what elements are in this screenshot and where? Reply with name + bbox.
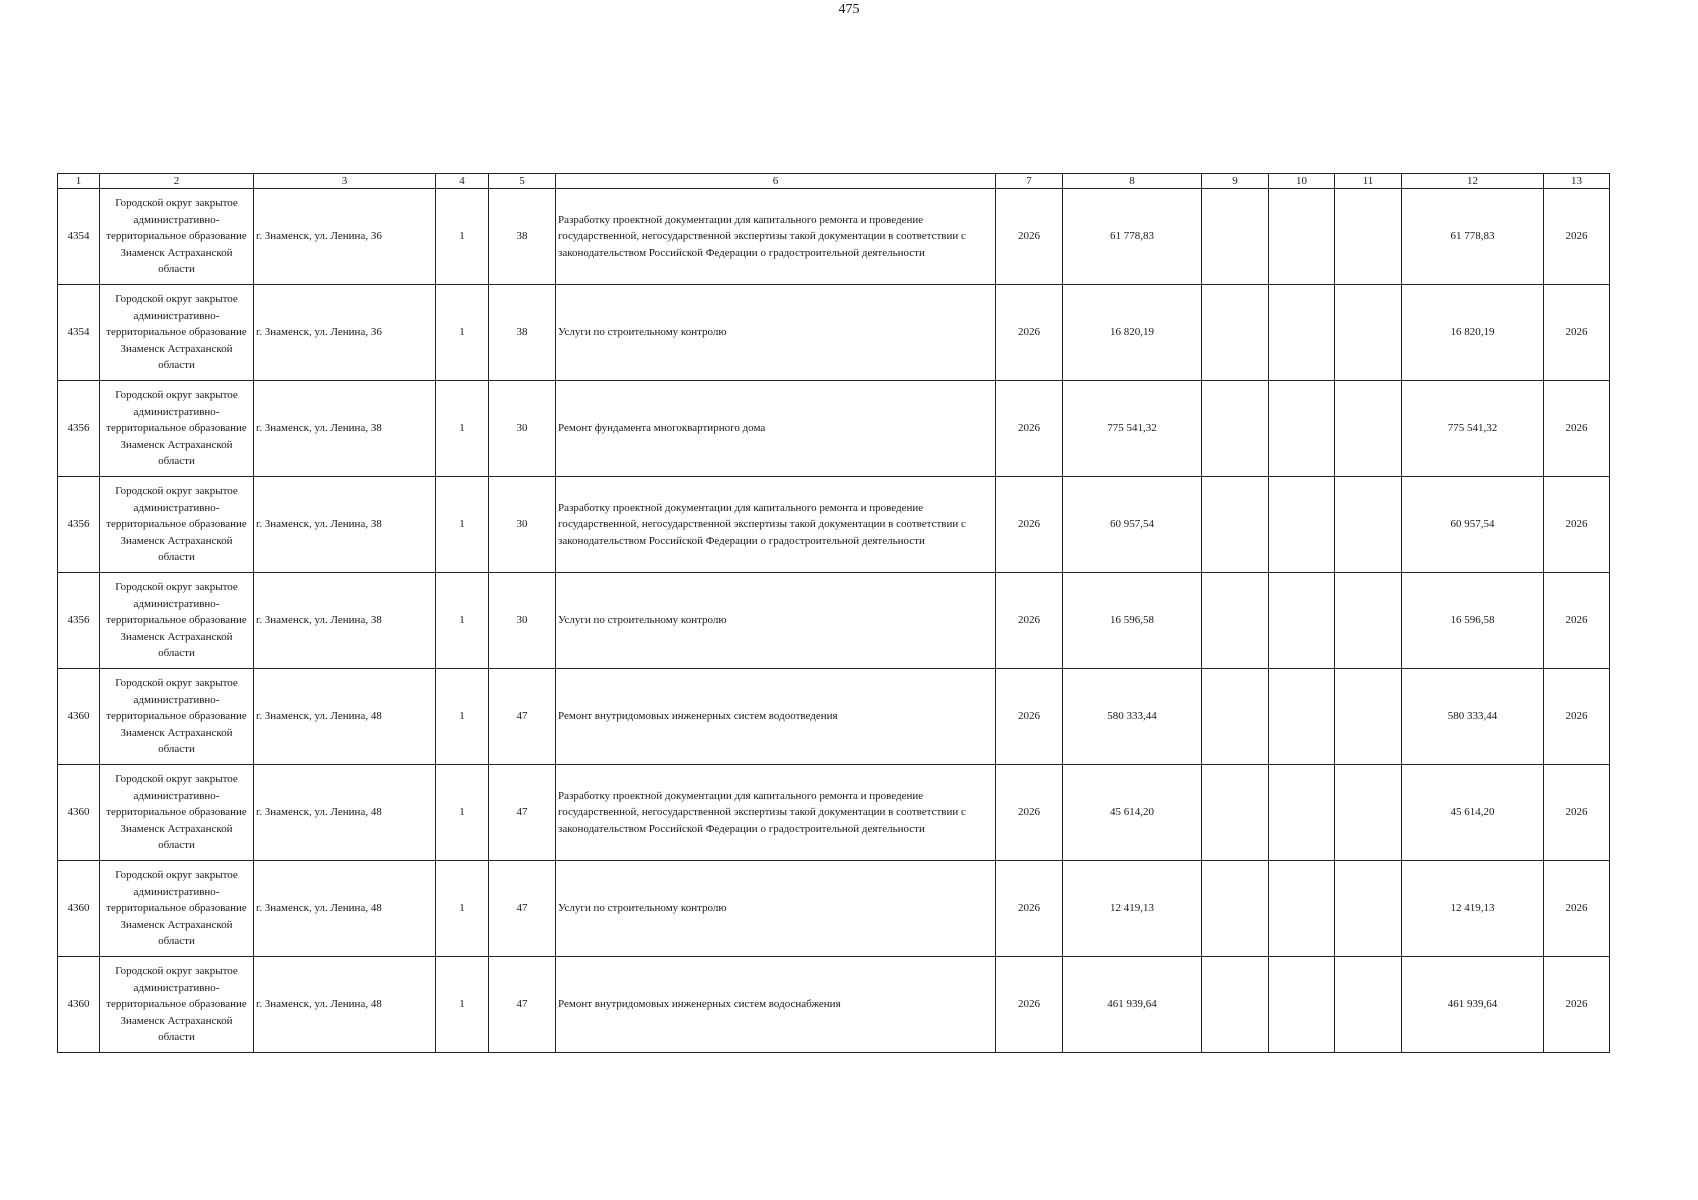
cell-c12: 61 778,83 (1402, 189, 1544, 285)
cell-c10 (1269, 957, 1335, 1053)
cell-c11 (1335, 765, 1402, 861)
cell-c4: 1 (436, 477, 489, 573)
cell-c10 (1269, 477, 1335, 573)
cell-year: 2026 (996, 861, 1063, 957)
cell-c5: 30 (489, 381, 556, 477)
cell-c10 (1269, 285, 1335, 381)
cell-c9 (1202, 957, 1269, 1053)
cell-address: г. Знаменск, ул. Ленина, 48 (254, 861, 436, 957)
cell-c5: 47 (489, 957, 556, 1053)
cell-id: 4354 (58, 285, 100, 381)
cell-municipality: Городской округ закрытое административно-территориальное образование Знаменск Астраханской области (100, 765, 254, 861)
cell-address: г. Знаменск, ул. Ленина, 38 (254, 381, 436, 477)
cell-year: 2026 (996, 765, 1063, 861)
cell-c5: 30 (489, 477, 556, 573)
cell-address: г. Знаменск, ул. Ленина, 36 (254, 189, 436, 285)
cell-work-type: Разработку проектной документации для капитального ремонта и проведение государственной, негосударственной экспертизы такой документации в соответствии с законодательством Российской Федерации о градостроительной деятельности (556, 189, 996, 285)
cell-c13: 2026 (1544, 765, 1610, 861)
cell-address: г. Знаменск, ул. Ленина, 38 (254, 477, 436, 573)
cell-c5: 47 (489, 861, 556, 957)
column-header: 10 (1269, 174, 1335, 189)
cell-c9 (1202, 765, 1269, 861)
column-header: 6 (556, 174, 996, 189)
column-header: 13 (1544, 174, 1610, 189)
column-header: 12 (1402, 174, 1544, 189)
cell-c5: 47 (489, 669, 556, 765)
table-header (58, 174, 1610, 189)
cell-c9 (1202, 285, 1269, 381)
cell-c12: 12 419,13 (1402, 861, 1544, 957)
cell-c10 (1269, 189, 1335, 285)
cell-total: 45 614,20 (1063, 765, 1202, 861)
cell-work-type: Ремонт внутридомовых инженерных систем водоснабжения (556, 957, 996, 1053)
cell-c4: 1 (436, 381, 489, 477)
cell-c10 (1269, 381, 1335, 477)
cell-address: г. Знаменск, ул. Ленина, 48 (254, 669, 436, 765)
column-header: 9 (1202, 174, 1269, 189)
table-row (58, 477, 1610, 573)
cell-total: 580 333,44 (1063, 669, 1202, 765)
cell-work-type: Услуги по строительному контролю (556, 573, 996, 669)
cell-c9 (1202, 861, 1269, 957)
cell-c10 (1269, 573, 1335, 669)
cell-c9 (1202, 381, 1269, 477)
cell-c4: 1 (436, 189, 489, 285)
column-header: 8 (1063, 174, 1202, 189)
cell-c9 (1202, 477, 1269, 573)
cell-municipality: Городской округ закрытое административно-территориальное образование Знаменск Астраханской области (100, 573, 254, 669)
cell-c12: 45 614,20 (1402, 765, 1544, 861)
cell-c11 (1335, 285, 1402, 381)
cell-c10 (1269, 669, 1335, 765)
cell-c12: 775 541,32 (1402, 381, 1544, 477)
table-row (58, 669, 1610, 765)
cell-c12: 580 333,44 (1402, 669, 1544, 765)
cell-id: 4356 (58, 477, 100, 573)
cell-work-type: Ремонт внутридомовых инженерных систем водоотведения (556, 669, 996, 765)
cell-c4: 1 (436, 285, 489, 381)
cell-c4: 1 (436, 573, 489, 669)
column-header: 2 (100, 174, 254, 189)
cell-c9 (1202, 573, 1269, 669)
cell-id: 4356 (58, 573, 100, 669)
table-row (58, 957, 1610, 1053)
cell-municipality: Городской округ закрытое административно-территориальное образование Знаменск Астраханской области (100, 285, 254, 381)
column-header: 1 (58, 174, 100, 189)
cell-id: 4360 (58, 669, 100, 765)
cell-municipality: Городской округ закрытое административно-территориальное образование Знаменск Астраханской области (100, 669, 254, 765)
cell-c4: 1 (436, 861, 489, 957)
table-row (58, 861, 1610, 957)
cell-total: 461 939,64 (1063, 957, 1202, 1053)
cell-municipality: Городской округ закрытое административно-территориальное образование Знаменск Астраханской области (100, 861, 254, 957)
column-header: 5 (489, 174, 556, 189)
cell-c9 (1202, 669, 1269, 765)
cell-id: 4360 (58, 861, 100, 957)
cell-c10 (1269, 765, 1335, 861)
cell-municipality: Городской округ закрытое административно-территориальное образование Знаменск Астраханской области (100, 957, 254, 1053)
cell-c5: 30 (489, 573, 556, 669)
cell-work-type: Услуги по строительному контролю (556, 285, 996, 381)
cell-c11 (1335, 669, 1402, 765)
cell-c12: 16 596,58 (1402, 573, 1544, 669)
cell-total: 16 820,19 (1063, 285, 1202, 381)
cell-c9 (1202, 189, 1269, 285)
cell-year: 2026 (996, 957, 1063, 1053)
cell-year: 2026 (996, 381, 1063, 477)
cell-c13: 2026 (1544, 189, 1610, 285)
cell-c12: 60 957,54 (1402, 477, 1544, 573)
cell-work-type: Ремонт фундамента многоквартирного дома (556, 381, 996, 477)
cell-c11 (1335, 381, 1402, 477)
cell-address: г. Знаменск, ул. Ленина, 36 (254, 285, 436, 381)
cell-c4: 1 (436, 669, 489, 765)
column-header: 3 (254, 174, 436, 189)
cell-total: 16 596,58 (1063, 573, 1202, 669)
cell-address: г. Знаменск, ул. Ленина, 38 (254, 573, 436, 669)
cell-c11 (1335, 477, 1402, 573)
cell-c13: 2026 (1544, 861, 1610, 957)
cell-c4: 1 (436, 765, 489, 861)
table-row (58, 285, 1610, 381)
cell-work-type: Разработку проектной документации для капитального ремонта и проведение государственной, негосударственной экспертизы такой документации в соответствии с законодательством Российской Федерации о градостроительной деятельности (556, 765, 996, 861)
cell-total: 60 957,54 (1063, 477, 1202, 573)
cell-c13: 2026 (1544, 957, 1610, 1053)
cell-c13: 2026 (1544, 285, 1610, 381)
cell-municipality: Городской округ закрытое административно-территориальное образование Знаменск Астраханской области (100, 381, 254, 477)
cell-c13: 2026 (1544, 573, 1610, 669)
table-row (58, 573, 1610, 669)
cell-c4: 1 (436, 957, 489, 1053)
table-row (58, 765, 1610, 861)
cell-id: 4356 (58, 381, 100, 477)
cell-c5: 38 (489, 189, 556, 285)
cell-c5: 47 (489, 765, 556, 861)
cell-total: 12 419,13 (1063, 861, 1202, 957)
cell-c13: 2026 (1544, 381, 1610, 477)
column-header: 4 (436, 174, 489, 189)
cell-c12: 16 820,19 (1402, 285, 1544, 381)
cell-work-type: Разработку проектной документации для капитального ремонта и проведение государственной, негосударственной экспертизы такой документации в соответствии с законодательством Российской Федерации о градостроительной деятельности (556, 477, 996, 573)
cell-total: 61 778,83 (1063, 189, 1202, 285)
table-row (58, 381, 1610, 477)
column-header: 7 (996, 174, 1063, 189)
cell-address: г. Знаменск, ул. Ленина, 48 (254, 957, 436, 1053)
cell-municipality: Городской округ закрытое административно-территориальное образование Знаменск Астраханской области (100, 189, 254, 285)
cell-c11 (1335, 861, 1402, 957)
column-header: 11 (1335, 174, 1402, 189)
cell-id: 4360 (58, 957, 100, 1053)
cell-year: 2026 (996, 285, 1063, 381)
cell-c11 (1335, 573, 1402, 669)
cell-year: 2026 (996, 477, 1063, 573)
table-row (58, 189, 1610, 285)
cell-c12: 461 939,64 (1402, 957, 1544, 1053)
table-body (58, 189, 1610, 1053)
cell-work-type: Услуги по строительному контролю (556, 861, 996, 957)
page-number: 475 (838, 2, 860, 17)
cell-year: 2026 (996, 573, 1063, 669)
cell-total: 775 541,32 (1063, 381, 1202, 477)
capital-repair-table (57, 173, 1610, 1053)
header-row (58, 174, 1610, 189)
cell-c13: 2026 (1544, 669, 1610, 765)
cell-municipality: Городской округ закрытое административно-территориальное образование Знаменск Астраханской области (100, 477, 254, 573)
cell-c11 (1335, 957, 1402, 1053)
cell-c11 (1335, 189, 1402, 285)
cell-id: 4360 (58, 765, 100, 861)
cell-c5: 38 (489, 285, 556, 381)
cell-c10 (1269, 861, 1335, 957)
cell-year: 2026 (996, 189, 1063, 285)
cell-c13: 2026 (1544, 477, 1610, 573)
cell-id: 4354 (58, 189, 100, 285)
cell-year: 2026 (996, 669, 1063, 765)
cell-address: г. Знаменск, ул. Ленина, 48 (254, 765, 436, 861)
